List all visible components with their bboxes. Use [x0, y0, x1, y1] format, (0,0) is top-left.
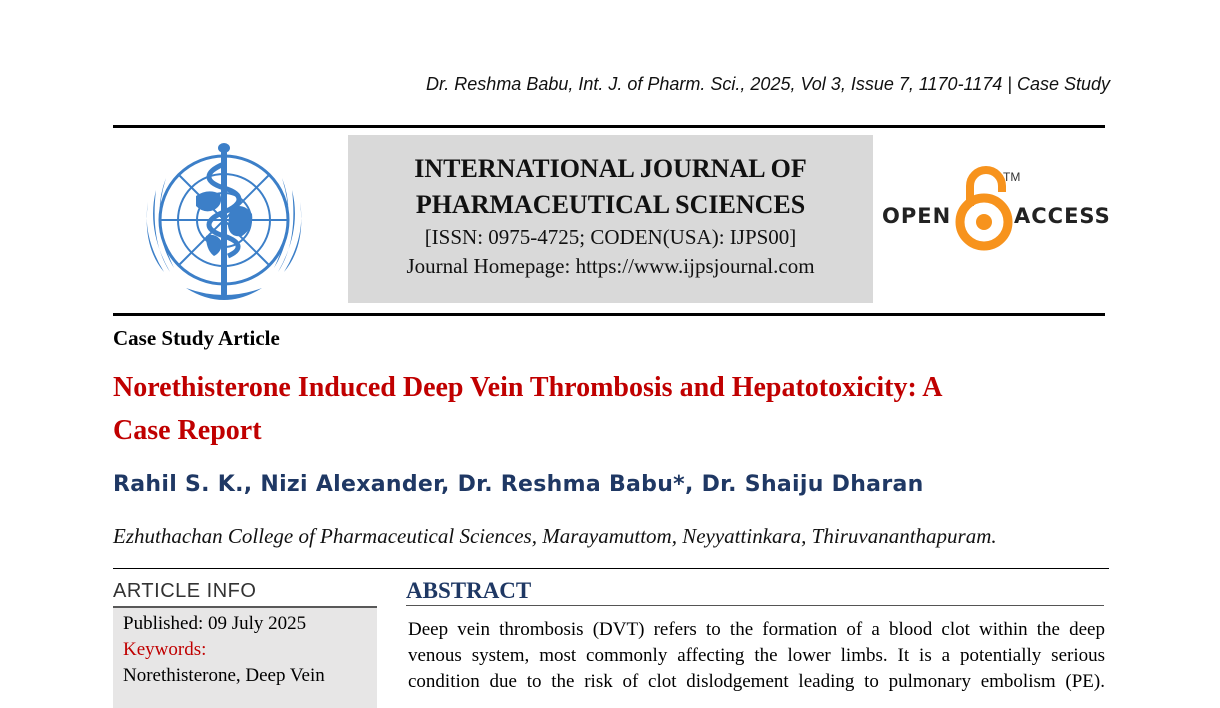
abstract-heading: ABSTRACT	[406, 578, 532, 603]
open-access-trademark: TM	[1003, 170, 1021, 184]
abstract-text	[408, 617, 1105, 695]
article-title	[113, 366, 1103, 452]
open-access-logo	[880, 166, 1110, 256]
who-emblem-logo	[126, 138, 322, 306]
article-title-line-2: Case Report	[113, 415, 262, 446]
abstract-line: Deep vein thrombosis (DVT) refers to the formation of a blood clot within the deep	[408, 619, 1105, 640]
abstract-line: condition due to the risk of clot dislodgement leading to pulmonary embolism (PE).	[408, 671, 1105, 692]
keywords-label: Keywords:	[123, 639, 207, 660]
journal-name	[348, 151, 873, 223]
journal-issn: [ISSN: 0975-4725; CODEN(USA): IJPS00]	[424, 225, 797, 249]
abstract-line: venous system, most commonly affecting the lower limbs. It is a potentially serious	[408, 645, 1105, 666]
article-type: Case Study Article	[113, 326, 280, 350]
article-title-line-1: Norethisterone Induced Deep Vein Thrombosis and Hepatotoxicity: A	[113, 372, 943, 403]
abstract-rule	[406, 605, 1104, 606]
open-access-open-text: OPEN	[882, 204, 952, 228]
banner-divider	[113, 313, 1105, 316]
citation-header: Dr. Reshma Babu, Int. J. of Pharm. Sci., 2025, Vol 3, Issue 7, 1170-1174 | Case Study	[425, 74, 1110, 94]
article-authors: Rahil S. K., Nizi Alexander, Dr. Reshma Babu*, Dr. Shaiju Dharan	[113, 472, 924, 497]
top-divider	[113, 125, 1105, 128]
author-affiliation: Ezhuthachan College of Pharmaceutical Sciences, Marayamuttom, Neyyattinkara, Thiruvananthapuram.	[113, 524, 997, 548]
journal-name-line-1: INTERNATIONAL JOURNAL OF	[414, 154, 807, 183]
keywords-list: Norethisterone, Deep Vein	[123, 665, 325, 686]
article-info-box	[113, 606, 377, 708]
article-info-heading: ARTICLE INFO	[113, 580, 257, 602]
journal-homepage: Journal Homepage: https://www.ijpsjournal.com	[406, 254, 815, 278]
published-date: Published: 09 July 2025	[123, 613, 307, 634]
journal-name-line-2: PHARMACEUTICAL SCIENCES	[415, 190, 806, 219]
journal-banner	[348, 135, 873, 303]
section-divider	[113, 568, 1109, 569]
open-access-access-text: ACCESS	[1014, 204, 1111, 228]
